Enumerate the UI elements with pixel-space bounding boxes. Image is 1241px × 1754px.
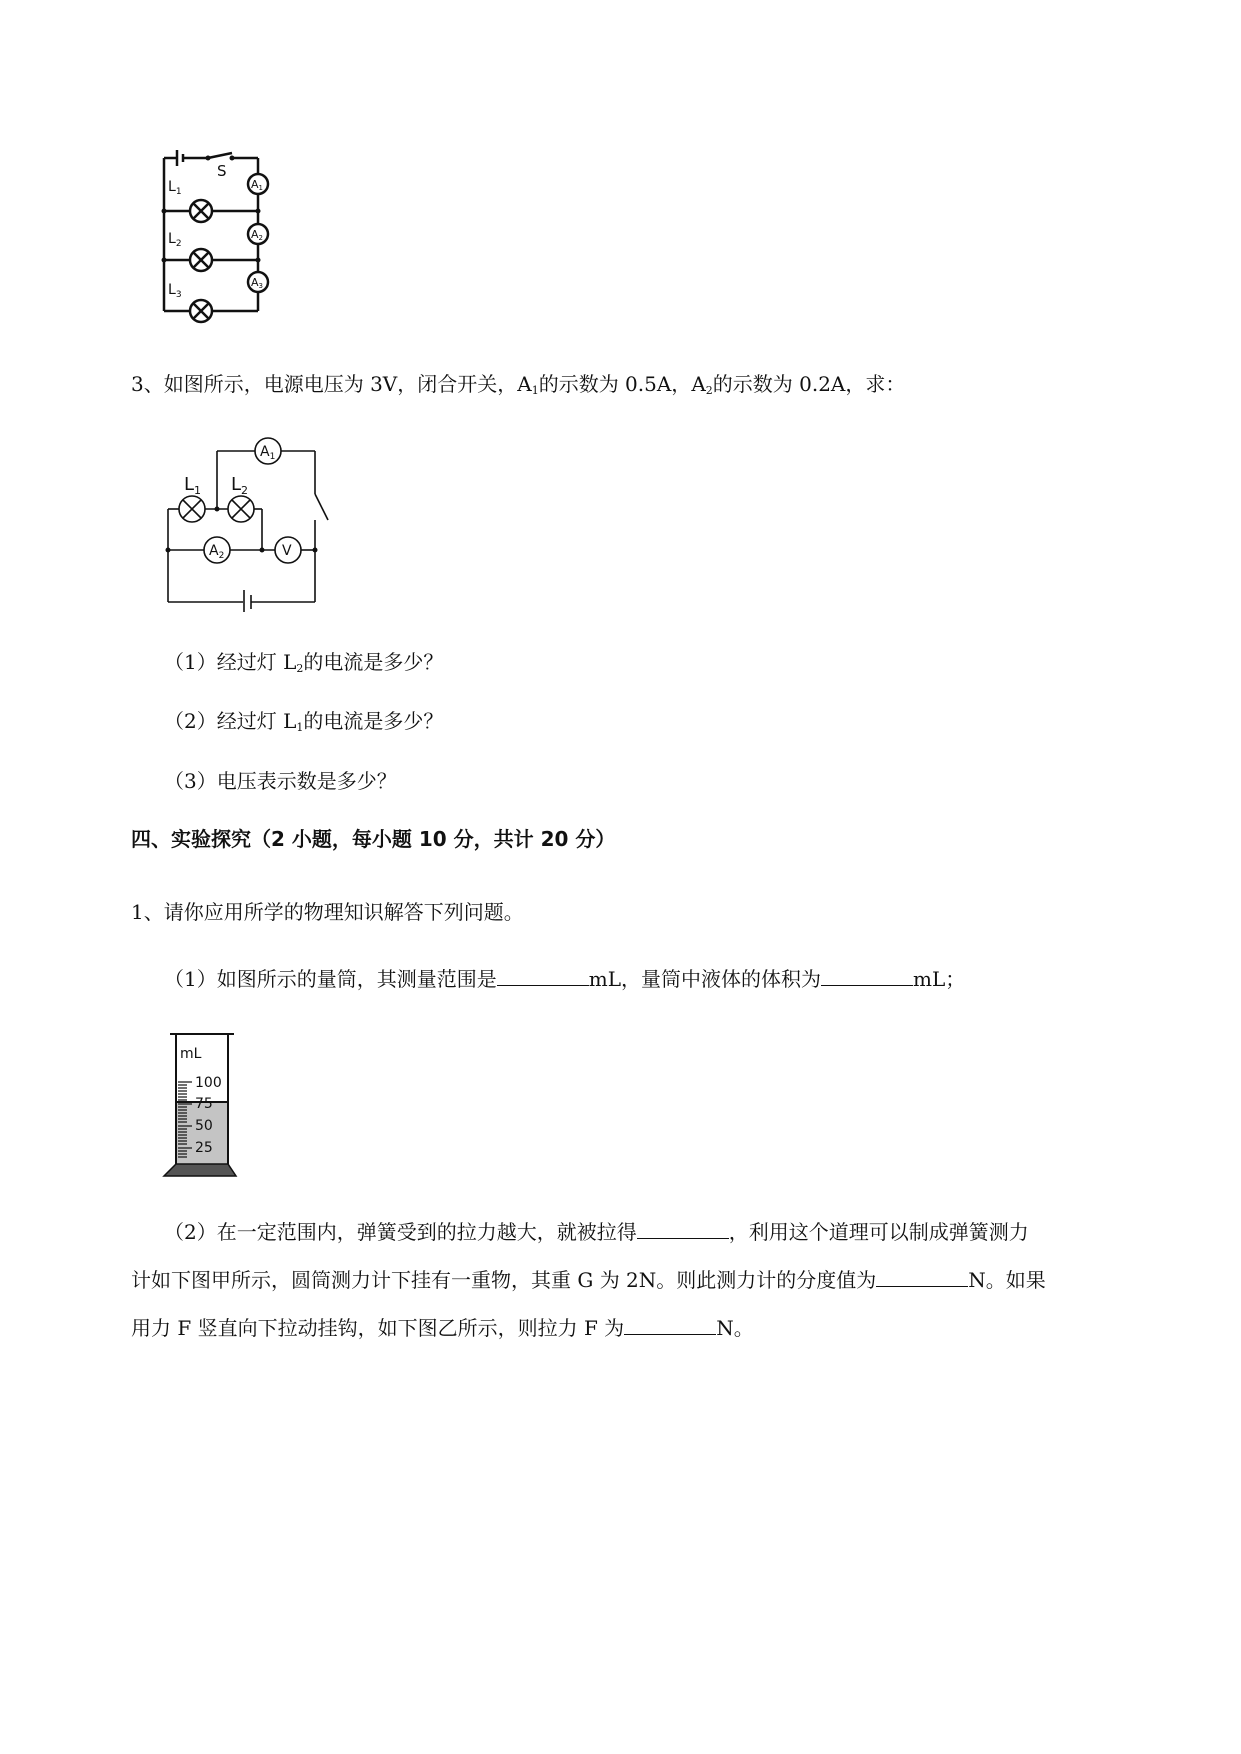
lamp-label-l1: $L_1$ (168, 179, 182, 197)
ammeter-label-a3: A3 (251, 276, 263, 290)
parallel-circuit-figure (150, 148, 310, 328)
question-3-sub-2: （2）经过灯 $L_1$的电流是多少？ (164, 709, 444, 734)
question-3-text: 3、如图所示，电源电压为 3V，闭合开关，$A_1$的示数为 0.5A，$A_2$的示数为 0.2A，求： (131, 372, 906, 397)
range-answer-blank[interactable] (497, 967, 589, 986)
lamp-l1-label: $L_1$ (184, 474, 202, 497)
switch-label: S (217, 162, 227, 180)
lamp-l2-label: $L_2$ (231, 474, 249, 497)
lamp-label-l3: $L_3$ (168, 282, 182, 300)
experiment-1-part-2-line-1: （2）在一定范围内，弹簧受到的拉力越大，就被拉得 ，利用这个道理可以制成弹簧测力 (164, 1220, 1029, 1244)
question-3-sub-1: （1）经过灯 $L_2$的电流是多少？ (164, 650, 444, 675)
voltmeter-label: V (282, 543, 292, 559)
volume-answer-blank[interactable] (821, 967, 913, 986)
cylinder-unit-label: mL (180, 1046, 202, 1062)
ammeter-label-a1: A1 (251, 178, 263, 192)
cylinder-mark-25: 25 (195, 1140, 213, 1156)
circuit-figure-q3 (160, 432, 340, 612)
lamp-label-l2: $L_2$ (168, 231, 182, 249)
force-answer-blank[interactable] (624, 1316, 716, 1335)
cylinder-mark-100: 100 (195, 1075, 222, 1091)
stretch-answer-blank[interactable] (637, 1220, 729, 1239)
cylinder-mark-75: 75 (195, 1096, 213, 1112)
cylinder-mark-50: 50 (195, 1118, 213, 1134)
question-3-sub-3: （3）电压表示数是多少？ (164, 769, 397, 793)
experiment-1-part-1: （1）如图所示的量筒，其测量范围是 mL，量筒中液体的体积为 mL； (164, 967, 966, 991)
section-4-heading: 四、实验探究（2 小题，每小题 10 分，共计 20 分） (131, 827, 616, 851)
experiment-1-part-2-line-3: 用力 F 竖直向下拉动挂钩，如下图乙所示，则拉力 F 为 N。 (131, 1316, 754, 1340)
ammeter-a1-label: $A_1$ (260, 444, 276, 462)
graduated-cylinder-figure (160, 1030, 240, 1180)
division-answer-blank[interactable] (876, 1268, 968, 1287)
experiment-1-intro: 1、请你应用所学的物理知识解答下列问题。 (131, 900, 524, 924)
ammeter-label-a2: A2 (251, 228, 263, 242)
ammeter-a2-label: $A_2$ (209, 543, 225, 561)
experiment-1-part-2-line-2: 计如下图甲所示，圆筒测力计下挂有一重物，其重 G 为 2N。则此测力计的分度值为 N。如果 (131, 1268, 1046, 1292)
